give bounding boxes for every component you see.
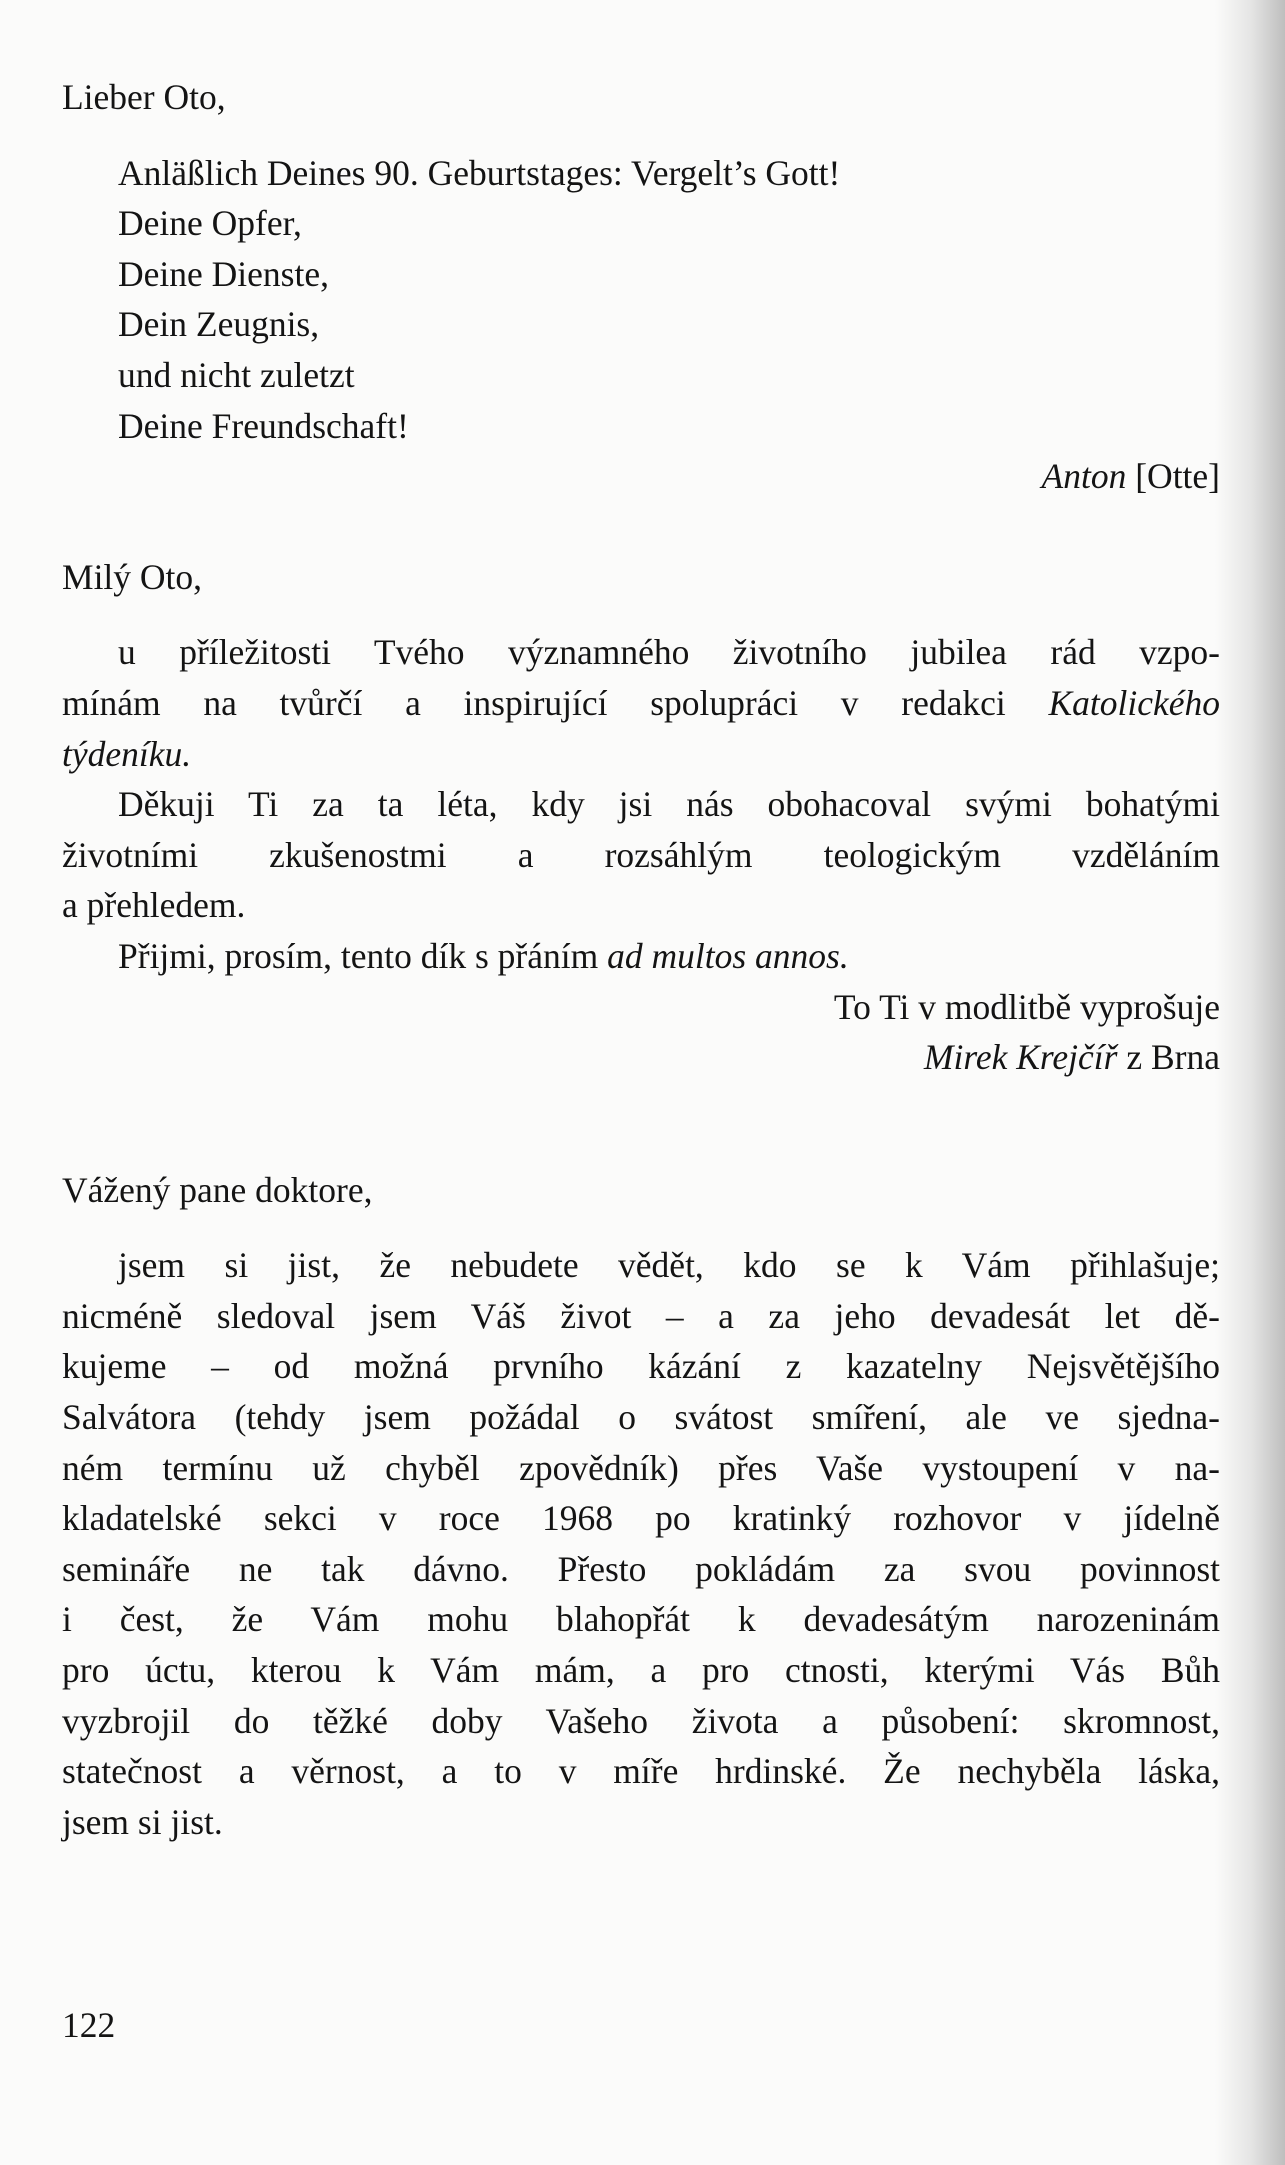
letter1-line: und nicht zuletzt bbox=[118, 354, 355, 395]
letter3-line: semináře ne tak dávno. Přesto pokládám za svou povinnost bbox=[62, 1548, 1220, 1589]
letter2-paragraph3-line bbox=[62, 931, 1220, 982]
letter2-paragraph2-line: Děkuji Ti za ta léta, kdy jsi nás obohacoval svými bohatými bbox=[118, 784, 1220, 825]
letter3-line: ném termínu už chyběl zpovědník) přes Vaše vystoupení v na- bbox=[62, 1447, 1220, 1488]
letter3-salutation: Vážený pane doktore, bbox=[62, 1169, 373, 1210]
letter2-periodical-title: Katolického bbox=[1048, 682, 1220, 723]
letter3-line: nicméně sledoval jsem Váš život – a za jeho devadesát let dě- bbox=[62, 1295, 1220, 1336]
letter3-line: kladatelské sekci v roce 1968 po kratinký rozhovor v jídelně bbox=[62, 1498, 1220, 1539]
letter3-line: jsem si jist, že nebudete vědět, kdo se k Vám přihlašuje; bbox=[118, 1245, 1220, 1286]
letter3-line: statečnost a věrnost, a to v míře hrdinské. Že nechyběla láska, bbox=[62, 1751, 1220, 1792]
letter1-line: Deine Freundschaft! bbox=[118, 405, 409, 446]
spacer bbox=[62, 123, 1220, 148]
letter2-periodical-title-end: týdeníku. bbox=[62, 733, 192, 774]
letter1-salutation: Lieber Oto, bbox=[62, 77, 226, 117]
letter2-paragraph2-line: a přehledem. bbox=[62, 885, 246, 926]
letter2-text: Přijmi, prosím, tento dík s přáním bbox=[118, 935, 608, 976]
letter2-signature bbox=[62, 1032, 1220, 1083]
letter2-paragraph1-line bbox=[62, 678, 1220, 729]
page-number: 122 bbox=[62, 2005, 116, 2045]
letter1-signature bbox=[62, 451, 1220, 502]
letter1-line: Deine Opfer, bbox=[118, 203, 302, 244]
letter2-signature-place: z Brna bbox=[1117, 1037, 1220, 1078]
letter2-paragraph2-line: životními zkušenostmi a rozsáhlým teologickým vzděláním bbox=[62, 834, 1220, 875]
letter3-line: kujeme – od možná prvního kázání z kazatelny Nejsvětějšího bbox=[62, 1346, 1220, 1387]
letter2-signature-name: Mirek Krejčíř bbox=[923, 1037, 1118, 1078]
letter1-line: Dein Zeugnis, bbox=[118, 304, 320, 345]
letter3-line: i čest, že Vám mohu blahopřát k devadesátým narozeninám bbox=[62, 1599, 1220, 1640]
spacer bbox=[62, 1215, 1220, 1240]
letter2-salutation: Milý Oto, bbox=[62, 556, 203, 597]
spacer bbox=[62, 602, 1220, 627]
letter1-line: Anläßlich Deines 90. Geburtstages: Vergelt’s Gott! bbox=[118, 152, 841, 193]
letter3-line: Salvátora (tehdy jsem požádal o svátost smíření, ale ve sjedna- bbox=[62, 1397, 1220, 1438]
page-text-block bbox=[62, 72, 1220, 1847]
letter3-line: vyzbrojil do těžké doby Vašeho života a působení: skromnost, bbox=[62, 1700, 1220, 1741]
spacer bbox=[62, 502, 1220, 552]
letter1-line: Deine Dienste, bbox=[118, 253, 329, 294]
letter3-line: pro úctu, kterou k Vám mám, a pro ctnosti, kterými Vás Bůh bbox=[62, 1650, 1220, 1691]
spacer bbox=[62, 1083, 1220, 1165]
letter1-signature-name: Anton bbox=[1041, 456, 1127, 497]
letter2-text: mínám na tvůrčí a inspirující spolupráci v redakci bbox=[62, 682, 1049, 723]
letter3-line: jsem si jist. bbox=[62, 1801, 223, 1842]
letter2-paragraph1-line: u příležitosti Tvého významného životního jubilea rád vzpo- bbox=[118, 632, 1220, 673]
letter2-closing: To Ti v modlitbě vyprošuje bbox=[833, 986, 1220, 1027]
letter1-signature-surname: [Otte] bbox=[1126, 456, 1220, 497]
letter2-latin-phrase: ad multos annos. bbox=[607, 935, 849, 976]
